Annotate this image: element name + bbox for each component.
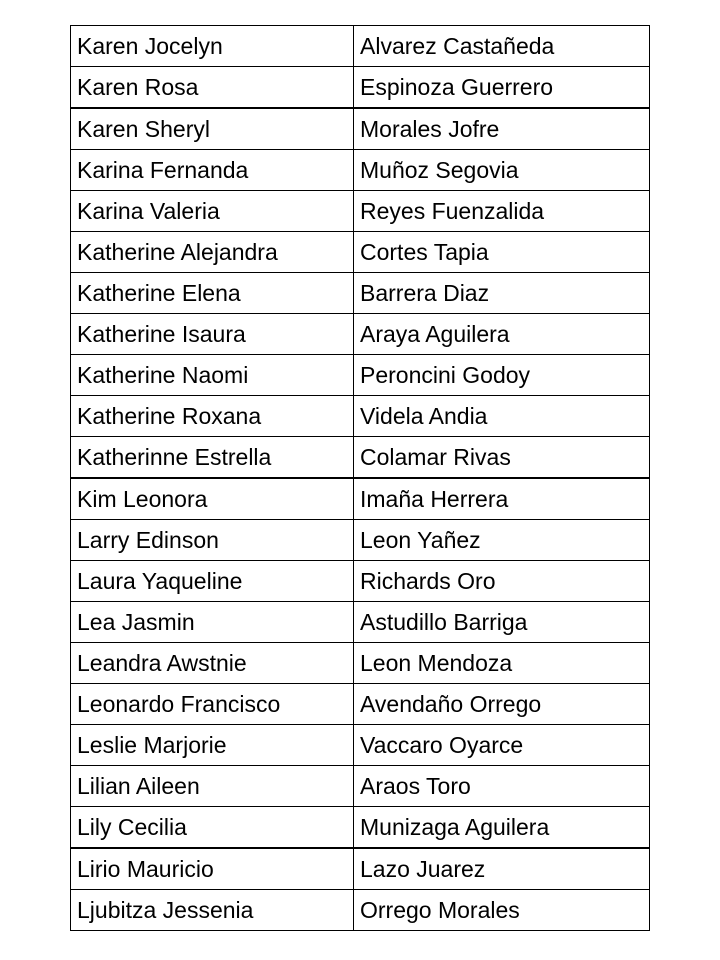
first-name-cell: Karen Sheryl <box>71 108 354 150</box>
table-row <box>71 232 650 273</box>
first-name-cell: Lily Cecilia <box>71 807 354 849</box>
table-row <box>71 766 650 807</box>
first-name-cell: Katherinne Estrella <box>71 437 354 479</box>
last-name-cell: Morales Jofre <box>354 108 650 150</box>
table-row <box>71 520 650 561</box>
last-name-cell: Muñoz Segovia <box>354 150 650 191</box>
table-row <box>71 314 650 355</box>
last-name-cell: Alvarez Castañeda <box>354 26 650 67</box>
table-row <box>71 273 650 314</box>
last-name-cell: Espinoza Guerrero <box>354 67 650 109</box>
first-name-cell: Lirio Mauricio <box>71 848 354 890</box>
table-row <box>71 437 650 479</box>
first-name-cell: Lea Jasmin <box>71 602 354 643</box>
first-name-cell: Leandra Awstnie <box>71 643 354 684</box>
first-name-cell: Karina Valeria <box>71 191 354 232</box>
last-name-cell: Leon Yañez <box>354 520 650 561</box>
first-name-cell: Kim Leonora <box>71 478 354 520</box>
last-name-cell: Colamar Rivas <box>354 437 650 479</box>
last-name-cell: Araos Toro <box>354 766 650 807</box>
last-name-cell: Peroncini Godoy <box>354 355 650 396</box>
table-row <box>71 602 650 643</box>
table-row <box>71 890 650 931</box>
last-name-cell: Imaña Herrera <box>354 478 650 520</box>
first-name-cell: Katherine Roxana <box>71 396 354 437</box>
last-name-cell: Videla Andia <box>354 396 650 437</box>
first-name-cell: Lilian Aileen <box>71 766 354 807</box>
first-name-cell: Laura Yaqueline <box>71 561 354 602</box>
first-name-cell: Ljubitza Jessenia <box>71 890 354 931</box>
table-row <box>71 848 650 890</box>
first-name-cell: Karen Rosa <box>71 67 354 109</box>
last-name-cell: Vaccaro Oyarce <box>354 725 650 766</box>
table-row <box>71 150 650 191</box>
table-row <box>71 725 650 766</box>
names-table <box>70 25 650 931</box>
table-row <box>71 191 650 232</box>
table-row <box>71 108 650 150</box>
first-name-cell: Karen Jocelyn <box>71 26 354 67</box>
table-row <box>71 396 650 437</box>
table-row <box>71 478 650 520</box>
first-name-cell: Leslie Marjorie <box>71 725 354 766</box>
table-row <box>71 26 650 67</box>
table-row <box>71 561 650 602</box>
table-row <box>71 807 650 849</box>
last-name-cell: Avendaño Orrego <box>354 684 650 725</box>
last-name-cell: Astudillo Barriga <box>354 602 650 643</box>
first-name-cell: Karina Fernanda <box>71 150 354 191</box>
last-name-cell: Richards Oro <box>354 561 650 602</box>
first-name-cell: Larry Edinson <box>71 520 354 561</box>
last-name-cell: Orrego Morales <box>354 890 650 931</box>
last-name-cell: Leon Mendoza <box>354 643 650 684</box>
last-name-cell: Barrera Diaz <box>354 273 650 314</box>
names-table-body <box>71 26 650 931</box>
first-name-cell: Katherine Naomi <box>71 355 354 396</box>
first-name-cell: Leonardo Francisco <box>71 684 354 725</box>
last-name-cell: Munizaga Aguilera <box>354 807 650 849</box>
table-row <box>71 643 650 684</box>
last-name-cell: Lazo Juarez <box>354 848 650 890</box>
table-row <box>71 67 650 109</box>
last-name-cell: Reyes Fuenzalida <box>354 191 650 232</box>
first-name-cell: Katherine Elena <box>71 273 354 314</box>
last-name-cell: Araya Aguilera <box>354 314 650 355</box>
last-name-cell: Cortes Tapia <box>354 232 650 273</box>
first-name-cell: Katherine Isaura <box>71 314 354 355</box>
first-name-cell: Katherine Alejandra <box>71 232 354 273</box>
table-row <box>71 684 650 725</box>
table-row <box>71 355 650 396</box>
